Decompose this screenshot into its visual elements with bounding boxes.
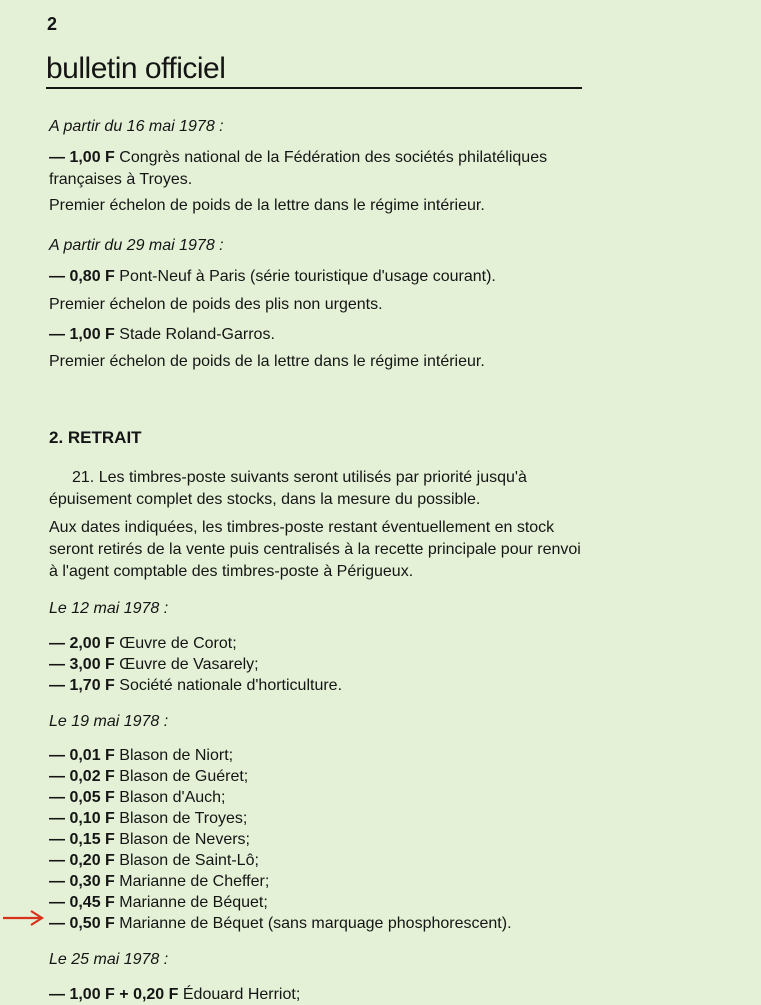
stamp-name: Œuvre de Corot; xyxy=(119,635,237,652)
stamp-name: Société nationale d'horticulture. xyxy=(119,677,343,694)
stamp-name: Blason d'Auch; xyxy=(119,789,226,806)
stamp-value: 0,01 F xyxy=(69,747,115,764)
stamp-name: Blason de Troyes; xyxy=(119,810,248,827)
stamp-value: 0,02 F xyxy=(69,768,115,785)
stamp-value: 0,15 F xyxy=(69,831,115,848)
numbered-paragraph xyxy=(72,468,527,488)
stamp-value: 0,20 F xyxy=(69,852,115,869)
date-heading xyxy=(49,117,224,137)
stamp-value: 2,00 F xyxy=(69,635,115,652)
masthead-rule xyxy=(46,87,582,89)
date-heading xyxy=(49,712,168,732)
item-dash: — xyxy=(49,873,65,890)
masthead-title: bulletin officiel xyxy=(46,52,226,85)
stamp-item xyxy=(49,148,547,168)
date-heading-text: Le 19 mai 1978 : xyxy=(49,713,169,730)
page-number: 2 xyxy=(47,14,58,34)
stamp-name: Édouard Herriot; xyxy=(182,986,301,1003)
item-dash: — xyxy=(49,149,65,166)
item-dash: — xyxy=(49,677,65,694)
date-heading xyxy=(49,599,168,619)
text-line-content: Premier échelon de poids des plis non urgents. xyxy=(49,296,383,313)
text-line-content: Premier échelon de poids de la lettre dans le régime intérieur. xyxy=(49,197,485,214)
stamp-value: 1,70 F xyxy=(69,677,115,694)
item-dash: — xyxy=(49,789,65,806)
stamp-item xyxy=(49,893,268,913)
date-heading-text: Le 25 mai 1978 : xyxy=(49,951,169,968)
stamp-item xyxy=(49,325,275,345)
stamp-item xyxy=(49,809,247,829)
text-line-content: épuisement complet des stocks, dans la mesure du possible. xyxy=(49,491,481,508)
text-line-content: Premier échelon de poids de la lettre dans le régime intérieur. xyxy=(49,353,485,370)
stamp-item xyxy=(49,830,250,850)
stamp-item xyxy=(49,746,233,766)
stamp-value: 0,05 F xyxy=(69,789,115,806)
item-dash: — xyxy=(49,986,65,1003)
item-dash: — xyxy=(49,326,65,343)
stamp-value: 0,80 F xyxy=(69,268,115,285)
stamp-name: Marianne de Béquet; xyxy=(119,894,268,911)
text-line xyxy=(49,196,485,216)
text-line-content: seront retirés de la vente puis centralisés à la recette principale pour renvoi xyxy=(49,541,581,558)
text-line-content: françaises à Troyes. xyxy=(49,171,193,188)
stamp-name: Marianne de Cheffer; xyxy=(119,873,270,890)
stamp-name: Blason de Niort; xyxy=(119,747,234,764)
stamp-name: Œuvre de Vasarely; xyxy=(119,656,259,673)
text-line xyxy=(49,490,480,510)
section-heading-text: 2. RETRAIT xyxy=(49,428,142,447)
stamp-value: 3,00 F xyxy=(69,656,115,673)
item-dash: — xyxy=(49,852,65,869)
stamp-item xyxy=(49,267,496,287)
text-line xyxy=(49,518,554,538)
stamp-value: 0,45 F xyxy=(69,894,115,911)
text-line xyxy=(49,295,383,315)
paragraph-text: Les timbres-poste suivants seront utilisés par priorité jusqu'à xyxy=(98,469,527,486)
stamp-item xyxy=(49,914,512,934)
date-heading-text: A partir du 29 mai 1978 : xyxy=(49,237,224,254)
stamp-value: 1,00 F xyxy=(69,149,115,166)
date-heading-text: Le 12 mai 1978 : xyxy=(49,600,169,617)
stamp-item xyxy=(49,767,248,787)
section-heading xyxy=(49,428,142,449)
stamp-item xyxy=(49,676,342,696)
stamp-value: 1,00 F xyxy=(69,326,115,343)
paragraph-number: 21. xyxy=(72,469,95,486)
stamp-name: Marianne de Béquet (sans marquage phosphorescent). xyxy=(119,915,512,932)
item-dash: — xyxy=(49,768,65,785)
red-arrow-icon xyxy=(2,908,46,928)
stamp-name: Stade Roland-Garros. xyxy=(119,326,275,343)
item-dash: — xyxy=(49,831,65,848)
stamp-item xyxy=(49,985,300,1005)
item-dash: — xyxy=(49,810,65,827)
stamp-item xyxy=(49,788,226,808)
stamp-name: Congrès national de la Fédération des sociétés philatéliques xyxy=(119,149,548,166)
date-heading-text: A partir du 16 mai 1978 : xyxy=(49,118,224,135)
stamp-name: Blason de Guéret; xyxy=(119,768,249,785)
stamp-name: Pont-Neuf à Paris (série touristique d'usage courant). xyxy=(119,268,496,285)
stamp-item xyxy=(49,872,269,892)
date-heading xyxy=(49,236,224,256)
text-line-content: à l'agent comptable des timbres-poste à Périgueux. xyxy=(49,563,414,580)
stamp-value: 0,50 F xyxy=(69,915,115,932)
text-line xyxy=(49,540,581,560)
surcharge-value: 0,20 F xyxy=(133,986,179,1003)
stamp-name: Blason de Nevers; xyxy=(119,831,250,848)
text-line-content: Aux dates indiquées, les timbres-poste restant éventuellement en stock xyxy=(49,519,555,536)
date-heading xyxy=(49,950,168,970)
item-dash: — xyxy=(49,747,65,764)
text-line xyxy=(49,170,192,190)
item-dash: — xyxy=(49,894,65,911)
stamp-item xyxy=(49,634,237,654)
text-line xyxy=(49,562,413,582)
item-dash: — xyxy=(49,635,65,652)
item-dash: — xyxy=(49,656,65,673)
stamp-value: 0,10 F xyxy=(69,810,115,827)
surcharge-plus: + xyxy=(119,986,129,1003)
stamp-value: 1,00 F xyxy=(69,986,115,1003)
stamp-item xyxy=(49,851,259,871)
stamp-value: 0,30 F xyxy=(69,873,115,890)
stamp-item xyxy=(49,655,259,675)
item-dash: — xyxy=(49,915,65,932)
stamp-name: Blason de Saint-Lô; xyxy=(119,852,259,869)
item-dash: — xyxy=(49,268,65,285)
text-line xyxy=(49,352,485,372)
